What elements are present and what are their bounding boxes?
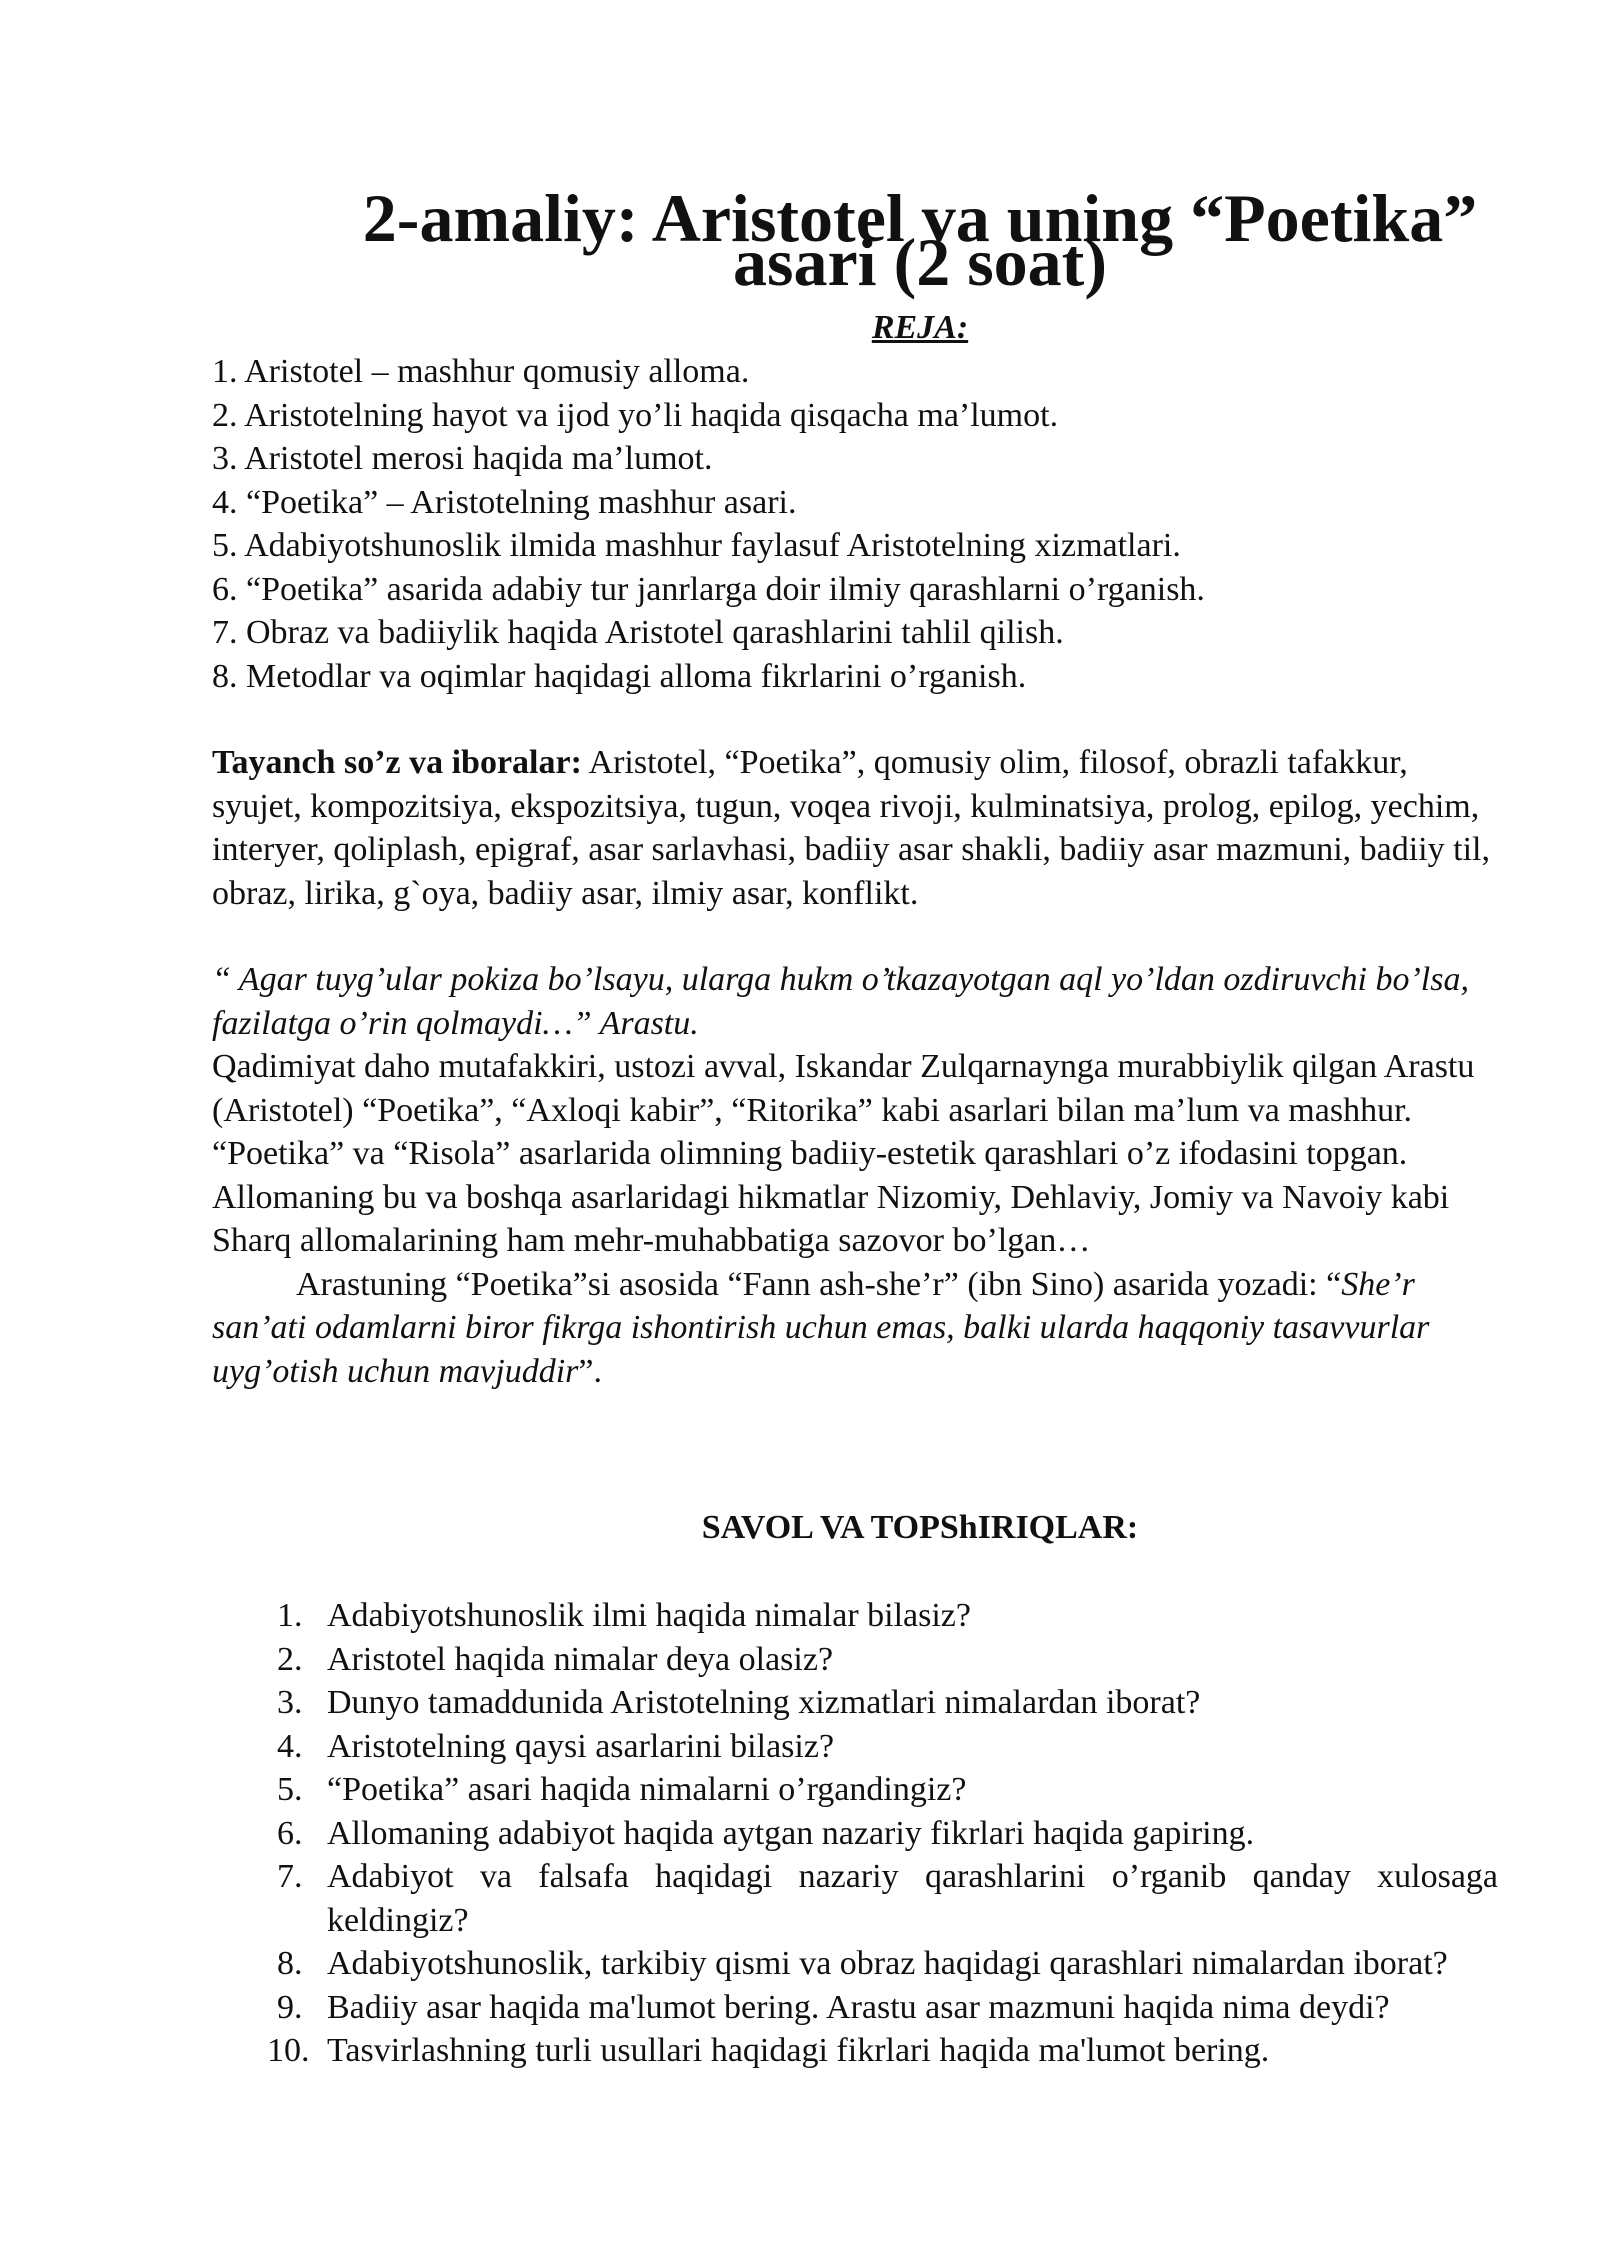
plan-item: 1. Aristotel – mashhur qomusiy alloma. [212,353,750,390]
question-item [212,1942,1498,1986]
question-text: Tasvirlashning turli usullari haqidagi fikrlari haqida ma'lumot bering. [327,2032,1270,2069]
plan-item: 7. Obraz va badiiylik haqida Aristotel qarashlarini tahlil qilish. [212,614,1064,651]
quote-text: She’r san’ati odamlarni biror fikrga ishontirish uchun emas, balki ularda haqqoniy tasavvurlar uyg’otish uchun mavjuddir [212,1265,1430,1390]
question-item [212,1638,1498,1682]
question-item [212,1594,1498,1638]
plan-item: 8. Metodlar va oqimlar haqidagi alloma fikrlarini o’rganish. [212,657,1027,695]
question-item [212,1986,1498,2030]
quote-tail: ”. [578,1352,602,1390]
plan-heading: REJA: [871,309,969,346]
plan-item: 2. Aristotelning hayot va ijod yo’li haqida qisqacha ma’lumot. [212,396,1059,434]
question-number: 5. [277,1771,303,1808]
document-page [212,180,1498,2073]
question-number: 4. [277,1727,303,1765]
question-number: 6. [277,1814,303,1852]
question-text: “Poetika” asari haqida nimalarni o’rgandingiz? [327,1771,967,1808]
question-number: 2. [277,1640,303,1678]
intro-paragraph: Qadimiyat daho mutafakkiri, ustozi avval, Iskandar Zulqarnaynga murabbiylik qilgan Arastu (Aristotel) “Poetika”, “Axloqi kabir”, “Ritorika” kabi asarlari bilan ma’lum va mashhur. “Poetika” va “Risola” asarlarida olimning badiiy-estetik qarashlari o’z ifodasini topgan. Allomaning bu va boshqa asarlaridagi hikmatlar Nizomiy, Dehlaviy, Jomiy va Navoiy kabi Sharq allomalarining ham mehr-muhabbatiga sazovor bo’lgan… [212,1048,1475,1259]
question-number: 3. [277,1684,303,1721]
question-item [212,1855,1498,1942]
epigraph-quote: “ Agar tuyg’ular pokiza bo’lsayu, ularga hukm o’tkazayotgan aql yo’ldan ozdiruvchi bo’lsa, fazilatga o’rin qolmaydi…” Arastu. [212,961,1469,1042]
plan-list [212,350,1498,698]
question-item [212,1725,1498,1769]
quote-paragraph [212,1263,1498,1394]
question-item [212,1681,1498,1725]
plan-item: 6. “Poetika” asarida adabiy tur janrlarga doir ilmiy qarashlarni o’rganish. [212,570,1205,608]
questions-heading: SAVOL VA TOPShIRIQLAR: [701,1509,1139,1546]
question-number: 10. [267,2032,310,2069]
plan-item: 4. “Poetika” – Aristotelning mashhur asari. [212,483,797,521]
question-number: 8. [277,1945,303,1982]
question-text: Aristotel haqida nimalar deya olasiz? [327,1640,834,1678]
question-text: Allomaning adabiyot haqida aytgan nazariy fikrlari haqida gapiring. [327,1814,1255,1852]
question-number: 7. [277,1858,303,1895]
question-item [212,2029,1498,2073]
keywords-text: Aristotel, “Poetika”, qomusiy olim, filosof, obrazli tafakkur, syujet, kompozitsiya, ekspozitsiya, tugun, voqea rivoji, kulminatsiya, prolog, epilog, yechim, interyer, qoliplash, epigraf, asar sarlavhasi, badiiy asar shakli, badiiy asar mazmuni, badiiy til, obraz, lirika, g`oya, badiiy asar, ilmiy asar, konflikt. [212,744,1490,912]
question-text: Dunyo tamaddunida Aristotelning xizmatlari nimalardan iborat? [327,1684,1201,1721]
question-text: Badiiy asar haqida ma'lumot bering. Arastu asar mazmuni haqida nima deydi? [327,1988,1390,2026]
question-item [212,1812,1498,1856]
plan-item: 5. Adabiyotshunoslik ilmida mashhur faylasuf Aristotelning xizmatlari. [212,527,1181,564]
questions-list [212,1594,1498,2073]
keywords-label: Tayanch so’z va iboralar: [212,744,582,781]
keywords-paragraph [212,741,1498,915]
page-title: 2-amaliy: Aristotel va uning “Poetika” asari (2 soat) [362,180,1478,300]
quote-lead: Arastuning “Poetika”si asosida “Fann ash-she’r” (ibn Sino) asarida yozadi: “ [296,1265,1342,1303]
question-item [212,1768,1498,1812]
question-number: 1. [277,1597,303,1634]
question-text: Adabiyotshunoslik ilmi haqida nimalar bilasiz? [327,1597,971,1634]
question-text: Adabiyot va falsafa haqidagi nazariy qarashlarini o’rganib qanday xulosaga keldingiz? [327,1858,1498,1939]
question-text: Aristotelning qaysi asarlarini bilasiz? [327,1727,835,1765]
question-text: Adabiyotshunoslik, tarkibiy qismi va obraz haqidagi qarashlari nimalardan iborat? [327,1945,1448,1982]
question-number: 9. [277,1988,303,2026]
plan-item: 3. Aristotel merosi haqida ma’lumot. [212,440,713,477]
